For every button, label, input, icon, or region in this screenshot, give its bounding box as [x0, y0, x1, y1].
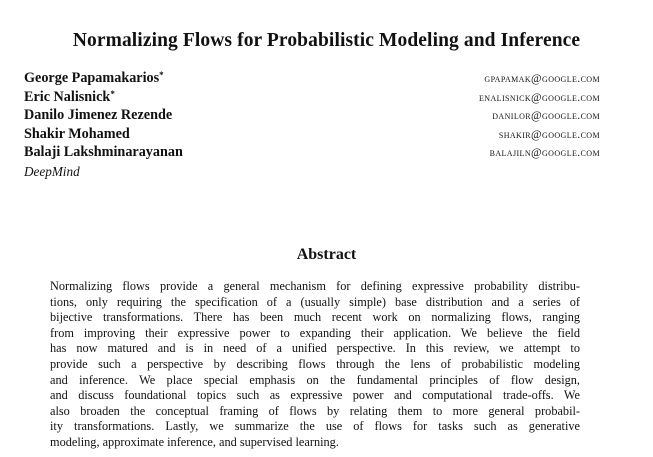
author-email[interactable]: gpapamak@google.com [484, 73, 600, 85]
author-email[interactable]: balajiln@google.com [489, 147, 600, 159]
affiliation: DeepMind [24, 163, 80, 179]
author-email[interactable]: shakir@google.com [498, 128, 600, 141]
abstract-line: has now matured and is in need of a unified perspective. In this review, we attempt to [50, 341, 580, 356]
abstract-line: provide such a perspective by describing flows through the lens of probabilistic modeling [50, 356, 580, 371]
author-name: Balaji Lakshminarayanan [24, 144, 183, 160]
abstract-line: ity transformations. Lastly, we summarize the use of flows for tasks such as generative [50, 419, 580, 434]
author-row [24, 126, 600, 145]
author-name: Shakir Mohamed [24, 125, 130, 142]
equal-contribution-mark: * [110, 88, 115, 99]
author-name: George Papamakarios* [24, 70, 164, 86]
author-name: Danilo Jimenez Rezende [24, 107, 173, 123]
author-row [24, 70, 600, 89]
abstract-heading: Abstract [296, 246, 357, 263]
author-email[interactable]: enalisnick@google.com [479, 91, 600, 104]
abstract-text [50, 279, 580, 451]
abstract-line: bijective transformations. There has been much recent work on normalizing flows, ranging [50, 310, 580, 325]
abstract-line: modeling, approximate inference, and supervised learning. [50, 434, 339, 449]
abstract-line: and inference. We place special emphasis on the fundamental principles of flow design, [50, 372, 580, 387]
abstract-line: tions, only requiring the specification of a (usually simple) base distribution and a series of [50, 294, 580, 309]
author-name: Eric Nalisnick* [24, 88, 115, 105]
abstract-line: and discuss foundational topics such as expressive power and computational trade-offs. We [50, 388, 580, 403]
abstract-line: Normalizing flows provide a general mechanism for defining expressive probability distribu- [50, 279, 580, 293]
paper-title: Normalizing Flows for Probabilistic Modeling and Inference [72, 30, 581, 51]
author-block [24, 70, 600, 180]
author-row [24, 89, 600, 108]
author-row [24, 144, 600, 163]
author-email[interactable]: danilor@google.com [492, 110, 600, 122]
abstract-line: from improving their expressive power to expanding their application. We believe the field [50, 325, 580, 340]
equal-contribution-mark: * [159, 70, 164, 80]
abstract-line: also broaden the conceptual framing of flows by relating them to more general probabil- [50, 403, 580, 418]
author-row [24, 107, 600, 126]
